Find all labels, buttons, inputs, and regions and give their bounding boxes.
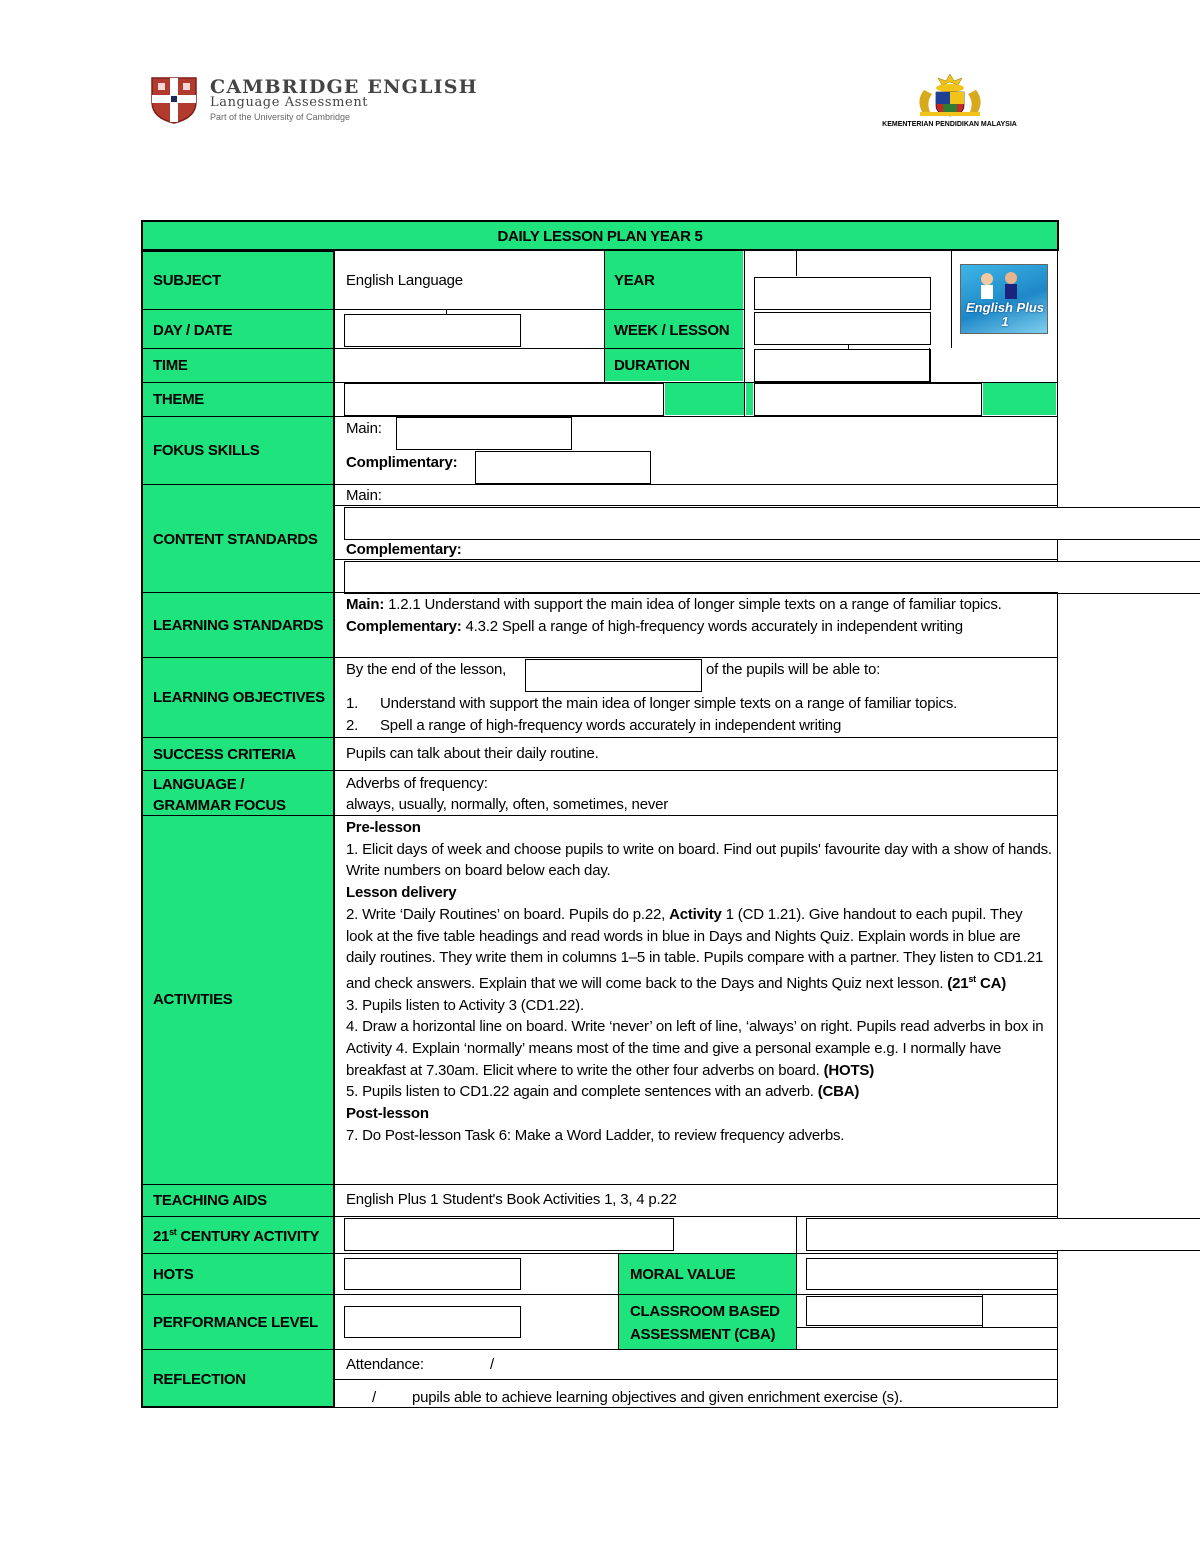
ministry-name: KEMENTERIAN PENDIDIKAN MALAYSIA bbox=[882, 121, 1017, 128]
pre-lesson-heading: Pre-lesson bbox=[346, 819, 421, 836]
focus-complementary-label: Complimentary: bbox=[346, 454, 458, 471]
label-time: TIME bbox=[153, 357, 188, 374]
activity-step-2: 2. Write ‘Daily Routines’ on board. Pupils do p.22, Activity 1 (CD 1.21). Give handout to each pupil. They look at the five table headings and read words in blue in Days and Nights Quiz. Explain words in blue are daily routines. They write them in columns 1–5 in table. Pupils compare with a partner. They listen to CD1.21 and check answers. Explain that we will come back to the Days and Nights Quiz next lesson. (21st CA) bbox=[346, 905, 1044, 992]
objectives-list bbox=[346, 693, 1046, 736]
book-cover-image bbox=[960, 264, 1048, 334]
reflection-slash-2: / bbox=[372, 1389, 376, 1406]
label-content-standards: CONTENT STANDARDS bbox=[153, 531, 318, 548]
hots-input[interactable] bbox=[344, 1258, 521, 1290]
activity-step-1: 1. Elicit days of week and choose pupils to write on board. Find out pupils' favourite day with a show of hands. Write numbers on board below each day. bbox=[346, 840, 1052, 880]
label-activities: ACTIVITIES bbox=[153, 991, 233, 1008]
label-duration: DURATION bbox=[614, 357, 690, 374]
label-language-focus-2: GRAMMAR FOCUS bbox=[153, 797, 286, 814]
label-language-focus-1: LANGUAGE / bbox=[153, 776, 245, 793]
objectives-pupil-count-input[interactable] bbox=[525, 659, 702, 692]
objectives-intro-after: of the pupils will be able to: bbox=[706, 661, 881, 678]
century-activity-input-2[interactable] bbox=[806, 1218, 1200, 1251]
plan-title: DAILY LESSON PLAN YEAR 5 bbox=[497, 228, 703, 245]
label-week-lesson: WEEK / LESSON bbox=[614, 322, 730, 339]
learning-standards-text: Main: 1.2.1 Understand with support the main idea of longer simple texts on a range of familiar topics. Complementary: 4.3.2 Spell a range of high-frequency words accurately in independent writing bbox=[346, 596, 1002, 635]
year-input[interactable] bbox=[754, 277, 931, 310]
title-row bbox=[141, 220, 1059, 251]
moral-value-input[interactable] bbox=[806, 1258, 1058, 1290]
label-learning-standards: LEARNING STANDARDS bbox=[153, 617, 324, 634]
activities-text bbox=[346, 817, 1052, 1147]
theme-input-2[interactable] bbox=[754, 383, 982, 416]
performance-level-input[interactable] bbox=[344, 1306, 521, 1338]
reflection-achieve: pupils able to achieve learning objectives and given enrichment exercise (s). bbox=[412, 1389, 903, 1406]
focus-main-input[interactable] bbox=[396, 417, 572, 450]
cambridge-tagline: Part of the University of Cambridge bbox=[210, 112, 351, 122]
century-activity-input[interactable] bbox=[344, 1218, 674, 1251]
content-complementary-input[interactable] bbox=[344, 561, 1200, 594]
content-main-label: Main: bbox=[346, 487, 382, 504]
theme-green-block-1 bbox=[665, 383, 744, 415]
success-criteria-text: Pupils can talk about their daily routine. bbox=[346, 745, 599, 762]
label-day-date: DAY / DATE bbox=[153, 322, 233, 339]
label-subject: SUBJECT bbox=[153, 272, 221, 289]
reflection-attendance: Attendance: bbox=[346, 1356, 424, 1373]
objective-item: 2. Spell a range of high-frequency words accurately in independent writing bbox=[346, 716, 842, 734]
cba-input[interactable] bbox=[806, 1296, 983, 1326]
cambridge-title: CAMBRIDGE ENGLISH bbox=[210, 76, 478, 98]
theme-input[interactable] bbox=[344, 383, 664, 416]
label-century-activity: 21st CENTURY ACTIVITY bbox=[153, 1227, 320, 1245]
activity-step-7: 7. Do Post-lesson Task 6: Make a Word Ladder, to review frequency adverbs. bbox=[346, 1126, 845, 1144]
activity-step-3: 3. Pupils listen to Activity 3 (CD1.22). bbox=[346, 996, 584, 1014]
week-lesson-input[interactable] bbox=[754, 312, 931, 345]
content-main-input[interactable] bbox=[344, 507, 1200, 540]
label-focus-skills: FOKUS SKILLS bbox=[153, 442, 260, 459]
book-cover-title: English Plus 1 bbox=[965, 300, 1044, 329]
label-hots: HOTS bbox=[153, 1266, 194, 1283]
reflection-slash-1: / bbox=[490, 1356, 494, 1373]
duration-input[interactable] bbox=[754, 349, 931, 382]
theme-green-block-2 bbox=[746, 383, 753, 415]
language-focus-line1: Adverbs of frequency: bbox=[346, 775, 488, 792]
teaching-aids-text: English Plus 1 Student's Book Activities 1, 3, 4 p.22 bbox=[346, 1191, 677, 1208]
label-cba-2: ASSESSMENT (CBA) bbox=[630, 1326, 776, 1343]
focus-complementary-input[interactable] bbox=[475, 451, 651, 484]
day-date-input[interactable] bbox=[344, 314, 521, 347]
label-year: YEAR bbox=[614, 272, 655, 289]
label-teaching-aids: TEACHING AIDS bbox=[153, 1192, 267, 1209]
activity-step-4: 4. Draw a horizontal line on board. Write ‘never’ on left of line, ‘always’ on right. Pupils read adverbs in box in Activity 4. Explain ‘normally’ means most of the time and give a personal example e.g. I normally have breakfast at 7.30am. Elicit where to write the other four adverbs on board. (HOTS) bbox=[346, 1018, 1044, 1079]
label-learning-objectives: LEARNING OBJECTIVES bbox=[153, 689, 325, 706]
label-performance-level: PERFORMANCE LEVEL bbox=[153, 1314, 318, 1331]
label-reflection: REFLECTION bbox=[153, 1371, 246, 1388]
label-moral-value: MORAL VALUE bbox=[630, 1266, 736, 1283]
label-theme: THEME bbox=[153, 391, 205, 408]
content-complementary-label: Complementary: bbox=[346, 541, 462, 558]
objectives-intro-before: By the end of the lesson, bbox=[346, 661, 507, 678]
language-focus-line2: always, usually, normally, often, sometimes, never bbox=[346, 796, 669, 813]
book-cover-figures-icon bbox=[965, 269, 1045, 299]
objective-item: 1. Understand with support the main idea of longer simple texts on a range of familiar topics. bbox=[346, 695, 958, 712]
activity-step-5: 5. Pupils listen to CD1.22 again and complete sentences with an adverb. (CBA) bbox=[346, 1083, 860, 1101]
focus-main-label: Main: bbox=[346, 420, 382, 437]
theme-green-block-3 bbox=[983, 383, 1056, 415]
cambridge-subtitle: Language Assessment bbox=[210, 95, 369, 110]
post-lesson-heading: Post-lesson bbox=[346, 1105, 429, 1123]
label-success-criteria: SUCCESS CRITERIA bbox=[153, 746, 296, 763]
label-cba-1: CLASSROOM BASED bbox=[630, 1303, 780, 1320]
subject-value: English Language bbox=[346, 272, 463, 289]
lesson-delivery-heading: Lesson delivery bbox=[346, 884, 457, 902]
